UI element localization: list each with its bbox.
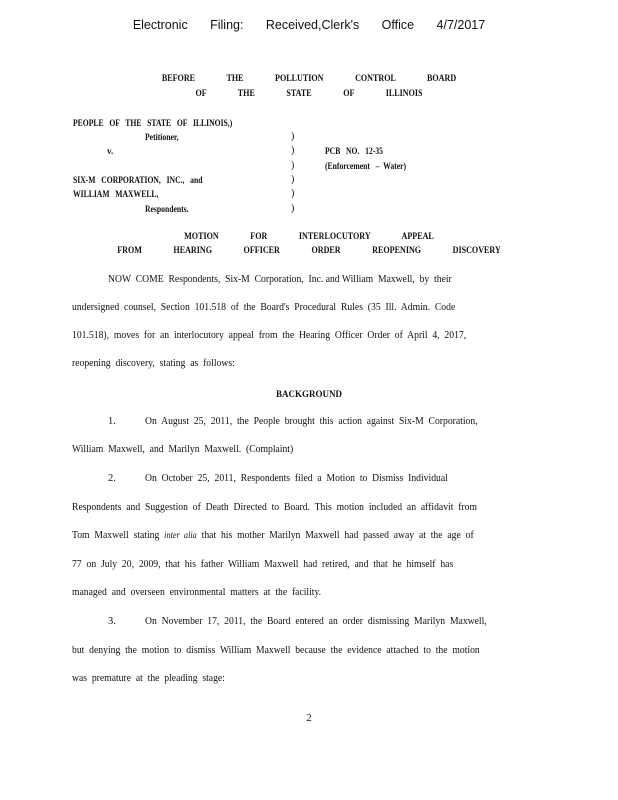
intro-line-2: undersigned counsel, Section 101.518 of the Board's Procedural Rules (35 Ill. Admin. Code	[72, 302, 456, 313]
case-type: (Enforcement – Water)	[325, 161, 407, 171]
para1-line-2: William Maxwell, and Marilyn Maxwell. (Complaint)	[72, 444, 294, 455]
para2-inter-alia: inter alia	[164, 530, 197, 540]
intro-line-4: reopening discovery, stating as follows:	[72, 358, 235, 369]
plaintiff-name: PEOPLE OF THE STATE OF ILLINOIS,)	[73, 118, 233, 128]
para2-line-3	[72, 530, 504, 541]
caption-paren-6: )	[291, 203, 295, 214]
caption-paren-3: )	[291, 160, 295, 171]
para2-line-3-end: that his mother Marilyn Maxwell had passed away at the age of	[196, 530, 474, 541]
petitioner-label: Petitioner,	[145, 132, 179, 142]
intro-line-3: 101.518), moves for an interlocutory appeal from the Hearing Officer Order of April 4, 2017,	[72, 330, 467, 341]
case-number: PCB NO. 12-35	[325, 146, 384, 156]
section-heading: BACKGROUND	[275, 389, 342, 399]
para1-line-1: On August 25, 2011, the People brought this action against Six-M Corporation,	[145, 416, 478, 427]
court-name-line1: BEFORE THE POLLUTION CONTROL BOARD	[161, 74, 457, 84]
respondents-label: Respondents.	[145, 204, 189, 214]
para3-line-2: but denying the motion to dismiss William Maxwell because the evidence attached to the motion	[72, 645, 480, 656]
page-number: 2	[306, 712, 312, 724]
para3-line-3: was premature at the pleading stage:	[72, 673, 225, 684]
para2-line-4: 77 on July 20, 2009, that his father William Maxwell had retired, and that he himself has	[72, 559, 454, 570]
para2-line-3-start: Tom Maxwell stating	[72, 530, 165, 541]
defendant-line1: SIX-M CORPORATION, INC., and	[73, 175, 203, 185]
court-name-line2: OF THE STATE OF ILLINOIS	[195, 89, 423, 99]
filing-stamp-header: Electronic Filing: Received,Clerk's Office 4/7/2017	[132, 18, 486, 32]
caption-paren-1: )	[291, 131, 295, 142]
paragraph-number-3: 3.	[108, 616, 116, 627]
para3-line-1: On November 17, 2011, the Board entered an order dismissing Marilyn Maxwell,	[145, 616, 487, 627]
versus-label: v.	[107, 146, 114, 156]
motion-title-line2: FROM HEARING OFFICER ORDER REOPENING DISCOVERY	[117, 246, 501, 256]
intro-line-1: NOW COME Respondents, Six-M Corporation, Inc. and William Maxwell, by their	[108, 274, 452, 285]
para2-line-1: On October 25, 2011, Respondents filed a Motion to Dismiss Individual	[145, 473, 448, 484]
motion-title-line1: MOTION FOR INTERLOCUTORY APPEAL	[184, 232, 434, 242]
paragraph-number-2: 2.	[108, 473, 116, 484]
caption-paren-2: )	[291, 145, 295, 156]
para2-line-5: managed and overseen environmental matters at the facility.	[72, 587, 322, 598]
caption-paren-4: )	[291, 174, 295, 185]
para2-line-2: Respondents and Suggestion of Death Directed to Board. This motion included an affidavit from	[72, 502, 478, 513]
defendant-line2: WILLIAM MAXWELL,	[73, 189, 159, 199]
paragraph-number-1: 1.	[108, 416, 116, 427]
caption-paren-5: )	[291, 188, 295, 199]
